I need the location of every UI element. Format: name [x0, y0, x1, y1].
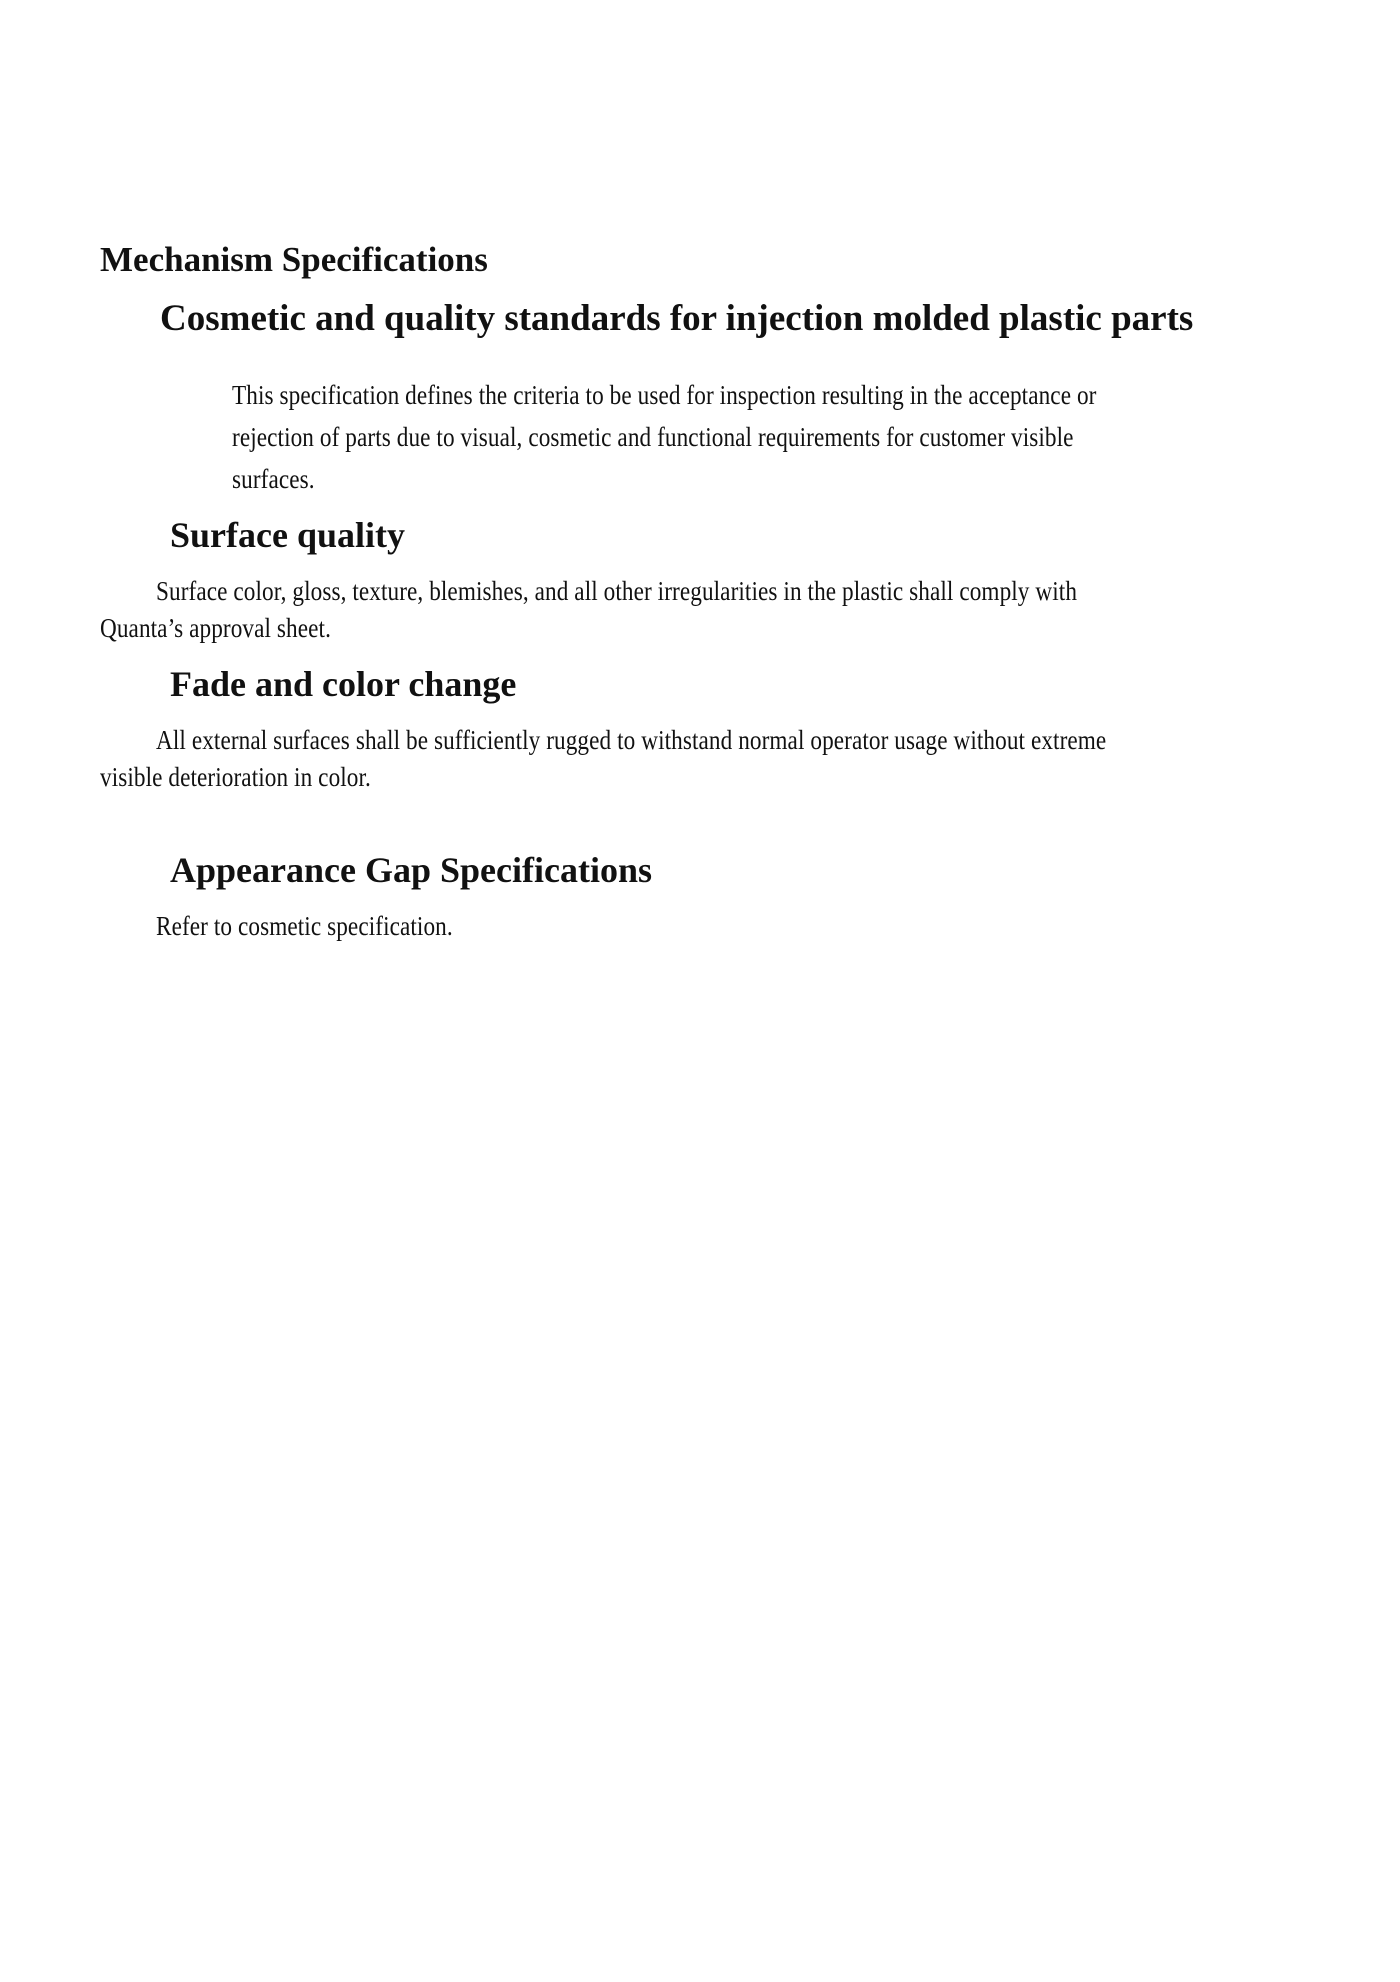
fade-color-line-2: visible deterioration in color. — [100, 762, 371, 792]
fade-color-heading: Fade and color change — [170, 664, 517, 704]
intro-line-2: rejection of parts due to visual, cosmetic and functional requirements for customer visible — [232, 422, 1074, 452]
appearance-gap-heading: Appearance Gap Specifications — [170, 850, 652, 890]
appearance-gap-line-1: Refer to cosmetic specification. — [156, 911, 453, 941]
intro-line-3: surfaces. — [232, 464, 315, 494]
surface-quality-line-1: Surface color, gloss, texture, blemishes, and all other irregularities in the plastic shall comply with — [156, 576, 1078, 606]
surface-quality-line-2: Quanta’s approval sheet. — [100, 613, 331, 643]
surface-quality-heading: Surface quality — [170, 515, 406, 555]
fade-color-line-1: All external surfaces shall be sufficiently rugged to withstand normal operator usage without extreme — [156, 725, 1107, 755]
subsection-title: Cosmetic and quality standards for injection molded plastic parts — [160, 298, 1194, 339]
section-title: Mechanism Specifications — [100, 240, 488, 279]
intro-line-1: This specification defines the criteria to be used for inspection resulting in the acceptance or — [232, 380, 1097, 410]
